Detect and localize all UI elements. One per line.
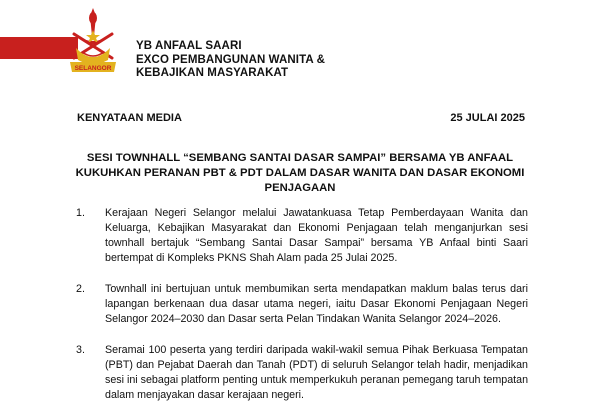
official-name: YB ANFAAL SAARI (136, 40, 242, 52)
logo-scroll-text: SELANGOR (74, 65, 112, 72)
paragraph-text: Townhall ini bertujuan untuk membumikan serta mendapatkan maklum balas terus dari lapangan berkenaan dua dasar utama negeri, iaitu Dasar Ekonomi Penjagaan Negeri Selangor 2024–2030 dan Dasar serta Pelan Tindakan Wanita Selangor 2024–2026. (105, 283, 528, 325)
numbered-paragraph-list (76, 206, 528, 419)
paragraph-number: 3. (76, 344, 85, 356)
official-role-line-1: EXCO PEMBANGUNAN WANITA & (136, 53, 326, 66)
paragraph-number: 1. (76, 207, 85, 219)
list-item (76, 343, 528, 403)
selangor-crest-logo (62, 6, 124, 82)
title-line-3: PENJAGAAN (264, 182, 336, 194)
paragraph-number: 2. (76, 283, 85, 295)
paragraph-text: Seramai 100 peserta yang terdiri daripada wakil-wakil semua Pihak Berkuasa Tempatan (PBT) dan Pejabat Daerah dan Tanah (PDT) di seluruh Selangor telah hadir, menjadikan sesi ini sebagai platform penting untuk memperkukuh peranan pemegang taruh tempatan dalam menjayakan dasar kerajaan negeri. (105, 344, 529, 401)
list-item (76, 282, 528, 327)
document-date: 25 JULAI 2025 (450, 112, 525, 124)
paragraph-text: Kerajaan Negeri Selangor melalui Jawatankuasa Tetap Pemberdayaan Wanita dan Keluarga, Kebajikan Masyarakat dan Ekonomi Penjagaan telah menganjurkan sesi townhall bertajuk “Sembang Santai Dasar Sampai” bersama YB Anfaal binti Saari bertempat di Kompleks PKNS Shah Alam pada 25 Julai 2025. (105, 207, 528, 264)
title-line-1: SESI TOWNHALL “SEMBANG SANTAI DASAR SAMPAI” BERSAMA YB ANFAAL (86, 152, 514, 164)
list-item (76, 206, 528, 266)
press-release-title (70, 151, 530, 196)
title-line-2: KUKUHKAN PERANAN PBT & PDT DALAM DASAR WANITA DAN DASAR EKONOMI (75, 167, 525, 179)
official-role-line-2: KEBAJIKAN MASYARAKAT (136, 67, 289, 79)
header-title-block (136, 40, 325, 81)
document-type-label: KENYATAAN MEDIA (77, 112, 182, 124)
